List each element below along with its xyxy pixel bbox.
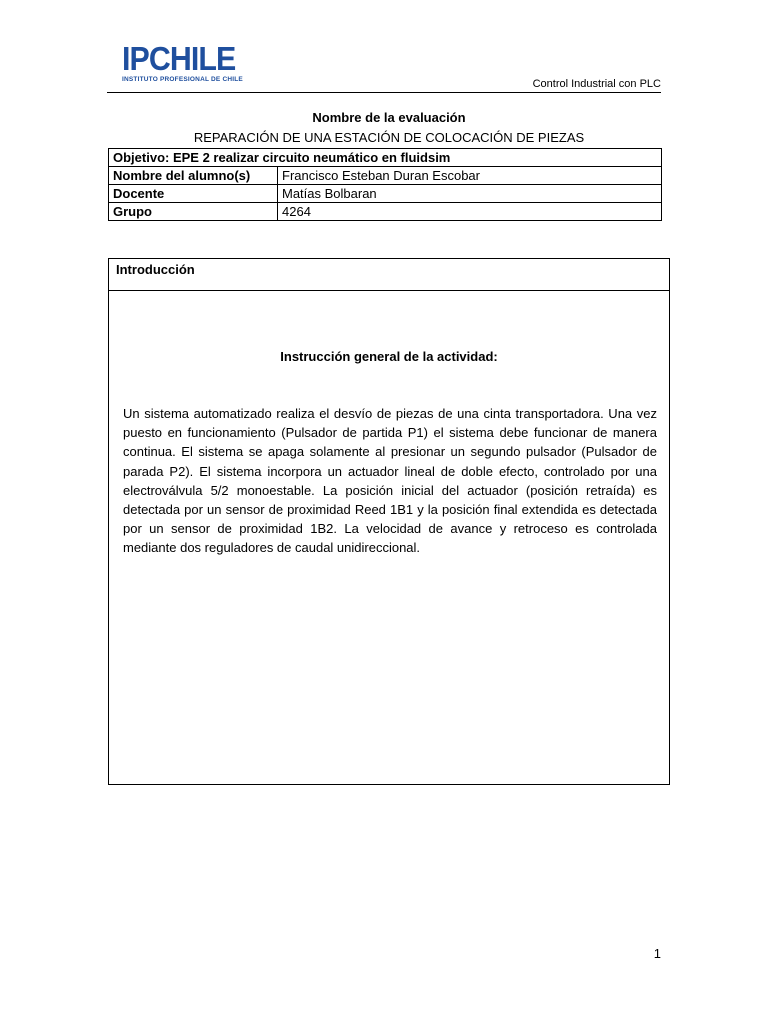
logo-subtitle: INSTITUTO PROFESIONAL DE CHILE bbox=[122, 76, 243, 83]
evaluation-subtitle: REPARACIÓN DE UNA ESTACIÓN DE COLOCACIÓN DE PIEZAS bbox=[193, 130, 585, 145]
teacher-label: Docente bbox=[109, 185, 278, 203]
student-value: Francisco Esteban Duran Escobar bbox=[278, 167, 662, 185]
info-table bbox=[108, 148, 662, 221]
header-divider bbox=[107, 92, 661, 93]
ipchile-logo bbox=[122, 40, 247, 90]
evaluation-title: Nombre de la evaluación bbox=[312, 110, 466, 125]
table-row bbox=[109, 203, 662, 221]
teacher-value: Matías Bolbaran bbox=[278, 185, 662, 203]
group-label: Grupo bbox=[109, 203, 278, 221]
introduction-box bbox=[108, 258, 670, 785]
objective-cell: Objetivo: EPE 2 realizar circuito neumático en fluidsim bbox=[109, 149, 662, 167]
table-row bbox=[109, 185, 662, 203]
objective-row bbox=[109, 149, 662, 167]
student-label: Nombre del alumno(s) bbox=[109, 167, 278, 185]
group-value: 4264 bbox=[278, 203, 662, 221]
page-number: 1 bbox=[653, 946, 661, 961]
introduction-heading: Introducción bbox=[109, 259, 669, 291]
activity-instruction-title: Instrucción general de la actividad: bbox=[280, 349, 498, 364]
logo-wordmark: IPCHILE bbox=[122, 40, 236, 77]
activity-description: Un sistema automatizado realiza el desvío de piezas de una cinta transportadora. Una vez puesto en funcionamiento (Pulsador de partida P1) el sistema debe funcionar de manera continua. El sistema se apaga solamente al presionar un segundo pulsador (Pulsador de parada P2). El sistema incorpora un actuador lineal de doble efecto, controlado por una electroválvula 5/2 monoestable. La posición inicial del actuador (posición retraída) es detectada por un sensor de proximidad Reed 1B1 y la posición final extendida es detectada por un sensor de proximidad 1B2. La velocidad de avance y retroceso es controlada mediante dos reguladores de caudal unidireccional. bbox=[123, 406, 657, 556]
course-name: Control Industrial con PLC bbox=[532, 78, 661, 90]
table-row bbox=[109, 167, 662, 185]
